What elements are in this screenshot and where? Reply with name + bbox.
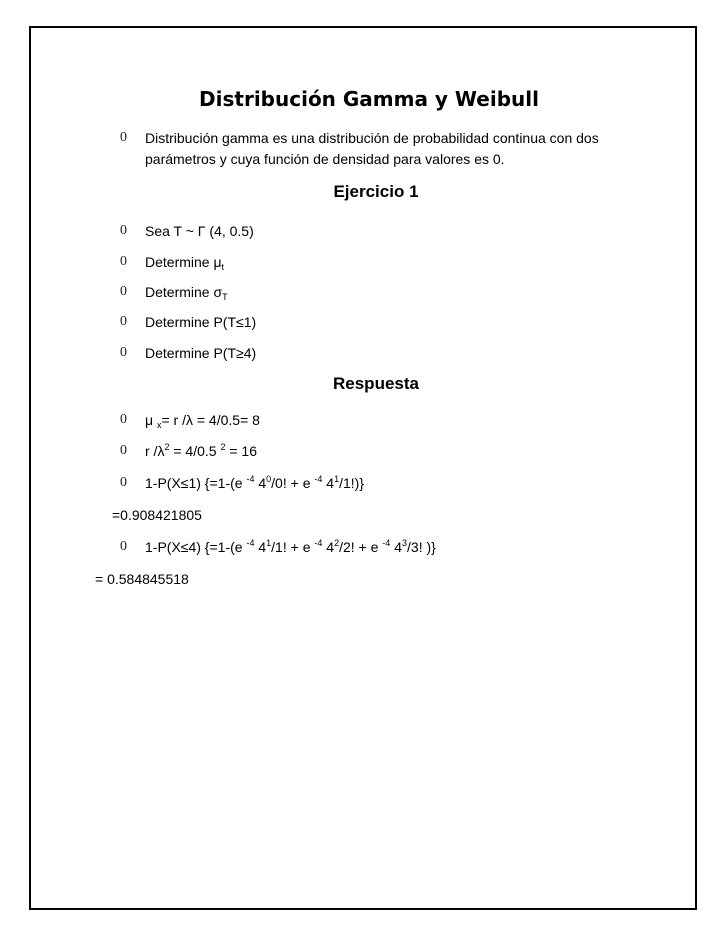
answer-p2-text	[145, 537, 436, 557]
superscript: 2	[334, 538, 340, 548]
bullet-glyph: 0	[120, 254, 127, 269]
bullet-glyph: 0	[120, 412, 127, 427]
determine-mu-text: Determine μ	[145, 254, 222, 270]
bullet-glyph: 0	[120, 314, 127, 329]
superscript: -4	[382, 538, 391, 548]
sigma-subscript: T	[222, 292, 228, 302]
bullet-glyph: 0	[120, 539, 127, 554]
exercise-item-text	[145, 252, 224, 272]
bullet-glyph: 0	[120, 284, 127, 299]
bullet-glyph: 0	[120, 475, 127, 490]
superscript: 1	[334, 474, 340, 484]
text-fragment: /1!)}	[339, 475, 364, 491]
text-fragment: 4	[254, 539, 267, 555]
text-fragment: /3! )}	[407, 539, 436, 555]
text-fragment: 4	[322, 539, 335, 555]
bullet-glyph: 0	[120, 443, 127, 458]
text-fragment: 1-P(X≤1) {=1-(e	[145, 475, 247, 491]
answer-variance-text	[145, 441, 257, 461]
text-fragment: μ	[145, 412, 157, 428]
superscript: -4	[314, 538, 323, 548]
text-fragment: r /λ	[145, 443, 165, 459]
answer-p2-result: = 0.584845518	[95, 571, 189, 587]
exercise-item-text: Sea T ~ Γ (4, 0.5)	[145, 223, 254, 239]
text-fragment: = 4/0.5	[169, 443, 221, 459]
text-fragment: /0! + e	[271, 475, 315, 491]
answer-p1-result: =0.908421805	[112, 507, 202, 523]
answer-p1-text	[145, 473, 364, 493]
text-fragment: 4	[254, 475, 267, 491]
bullet-glyph: 0	[120, 223, 127, 238]
superscript: -4	[246, 474, 255, 484]
exercise-item-text	[145, 282, 228, 302]
superscript: -4	[246, 538, 255, 548]
text-fragment: /1! + e	[271, 539, 315, 555]
subscript: x	[156, 420, 162, 430]
text-fragment: = 16	[225, 443, 257, 459]
exercise-heading: Ejercicio 1	[333, 182, 419, 201]
superscript: 0	[266, 474, 272, 484]
superscript: 2	[164, 442, 170, 452]
exercise-item-text: Determine P(T≥4)	[145, 345, 257, 361]
text-fragment: /2! + e	[339, 539, 383, 555]
answer-heading: Respuesta	[333, 374, 419, 393]
bullet-glyph: 0	[120, 130, 127, 145]
superscript: 3	[402, 538, 408, 548]
text-fragment: 1-P(X≤4) {=1-(e	[145, 539, 247, 555]
answer-mean-text	[145, 410, 260, 430]
bullet-glyph: 0	[120, 345, 127, 360]
text-fragment: 4	[322, 475, 335, 491]
superscript: 2	[220, 442, 226, 452]
text-fragment: 4	[390, 539, 402, 555]
exercise-item-text: Determine P(T≤1)	[145, 314, 257, 330]
superscript: -4	[314, 474, 323, 484]
intro-line-1: Distribución gamma es una distribución de probabilidad continua con dos	[145, 130, 599, 146]
document-title: Distribución Gamma y Weibull	[199, 87, 539, 111]
intro-line-2: parámetros y cuya función de densidad para valores es 0.	[145, 151, 505, 167]
determine-sigma-text: Determine σ	[145, 284, 223, 300]
superscript: 1	[266, 538, 272, 548]
mu-subscript: t	[221, 262, 225, 272]
text-fragment: = r /λ = 4/0.5= 8	[161, 412, 260, 428]
